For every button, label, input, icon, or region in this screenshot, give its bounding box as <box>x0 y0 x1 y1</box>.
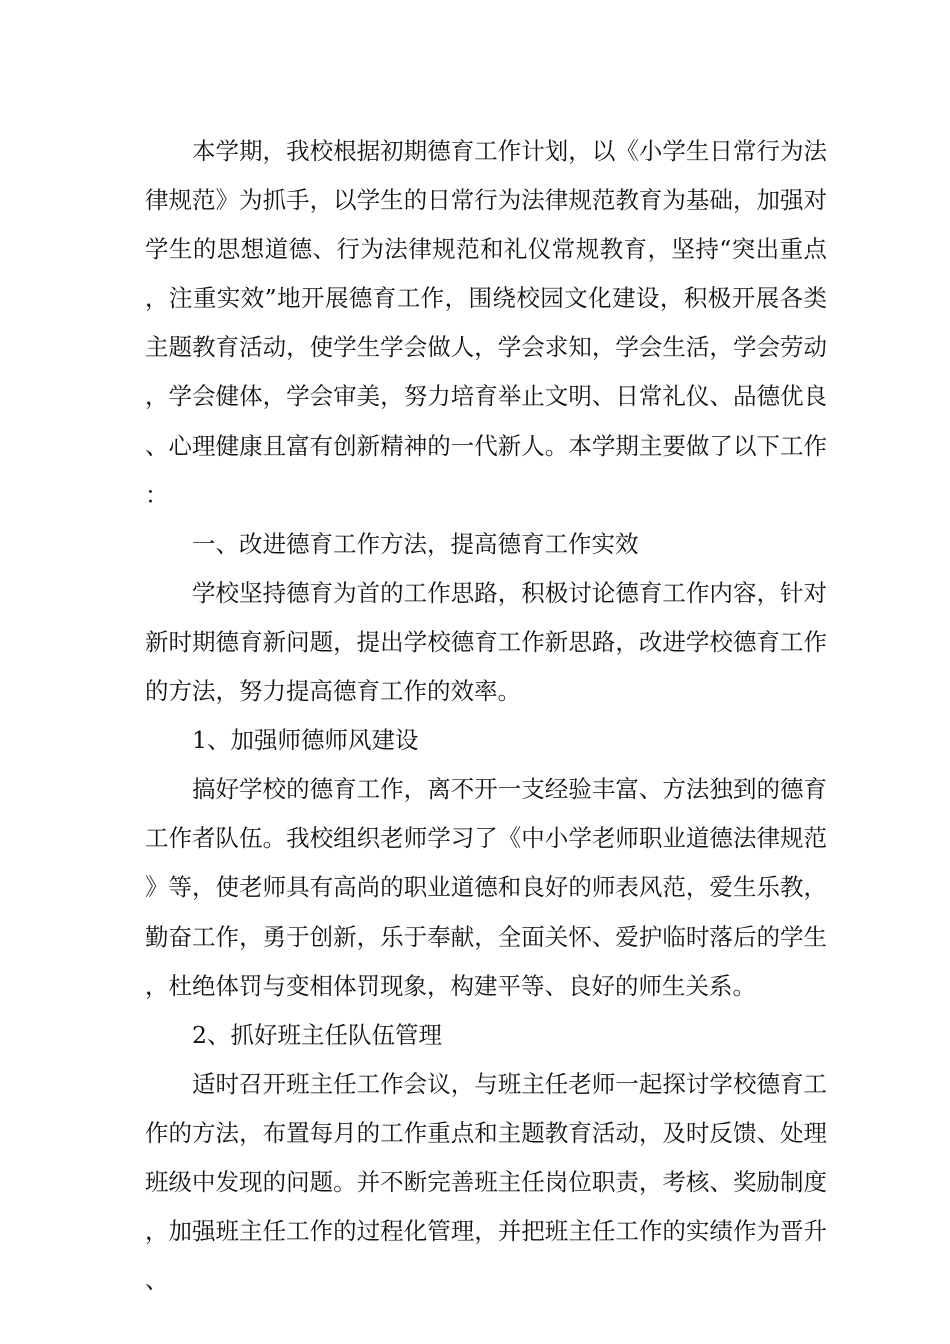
subheading-1: 1、加强师德师风建设 <box>192 726 419 755</box>
subheading-1-paragraph: 搞好学校的德育工作，离不开一支经验丰富、方法独到的德育工作者队伍。我校组织老师学习了《中小学老师职业道德法律规范》等，使老师具有高尚的职业道德和良好的师表风范，爱生乐教，勤奋工作，勇于创新，乐于奉献，全面关怀、爱护临时落后的学生，杜绝体罚与变相体罚现象，构建平等、良好的师生关系。 <box>145 775 827 1000</box>
intro-paragraph: 本学期，我校根据初期德育工作计划，以《小学生日常行为法律规范》为抓手，以学生的日常行为法律规范教育为基础，加强对学生的思想道德、行为法律规范和礼仪常规教育，坚持“突出重点，注重实效”地开展德育工作，围绕校园文化建设，积极开展各类主题教育活动，使学生学会做人，学会求知，学会生活，学会劳动，学会健体，学会审美，努力培育举止文明、日常礼仪、品德优良、心理健康且富有创新精神的一代新人。本学期主要做了以下工作： <box>145 137 827 509</box>
subheading-2-paragraph: 适时召开班主任工作会议，与班主任老师一起探讨学校德育工作的方法，布置每月的工作重点和主题教育活动，及时反馈、处理班级中发现的问题。并不断完善班主任岗位职责，考核、奖励制度，加强班主任工作的过程化管理，并把班主任工作的实绩作为晋升、 <box>145 1069 827 1295</box>
section-heading-1: 一、改进德育工作方法，提高德育工作实效 <box>192 529 639 558</box>
section-1-paragraph: 学校坚持德育为首的工作思路，积极讨论德育工作内容，针对新时期德育新问题，提出学校德育工作新思路，改进学校德育工作的方法，努力提高德育工作的效率。 <box>145 578 827 706</box>
subheading-2: 2、抓好班主任队伍管理 <box>192 1020 442 1049</box>
document-body <box>145 127 827 1305</box>
